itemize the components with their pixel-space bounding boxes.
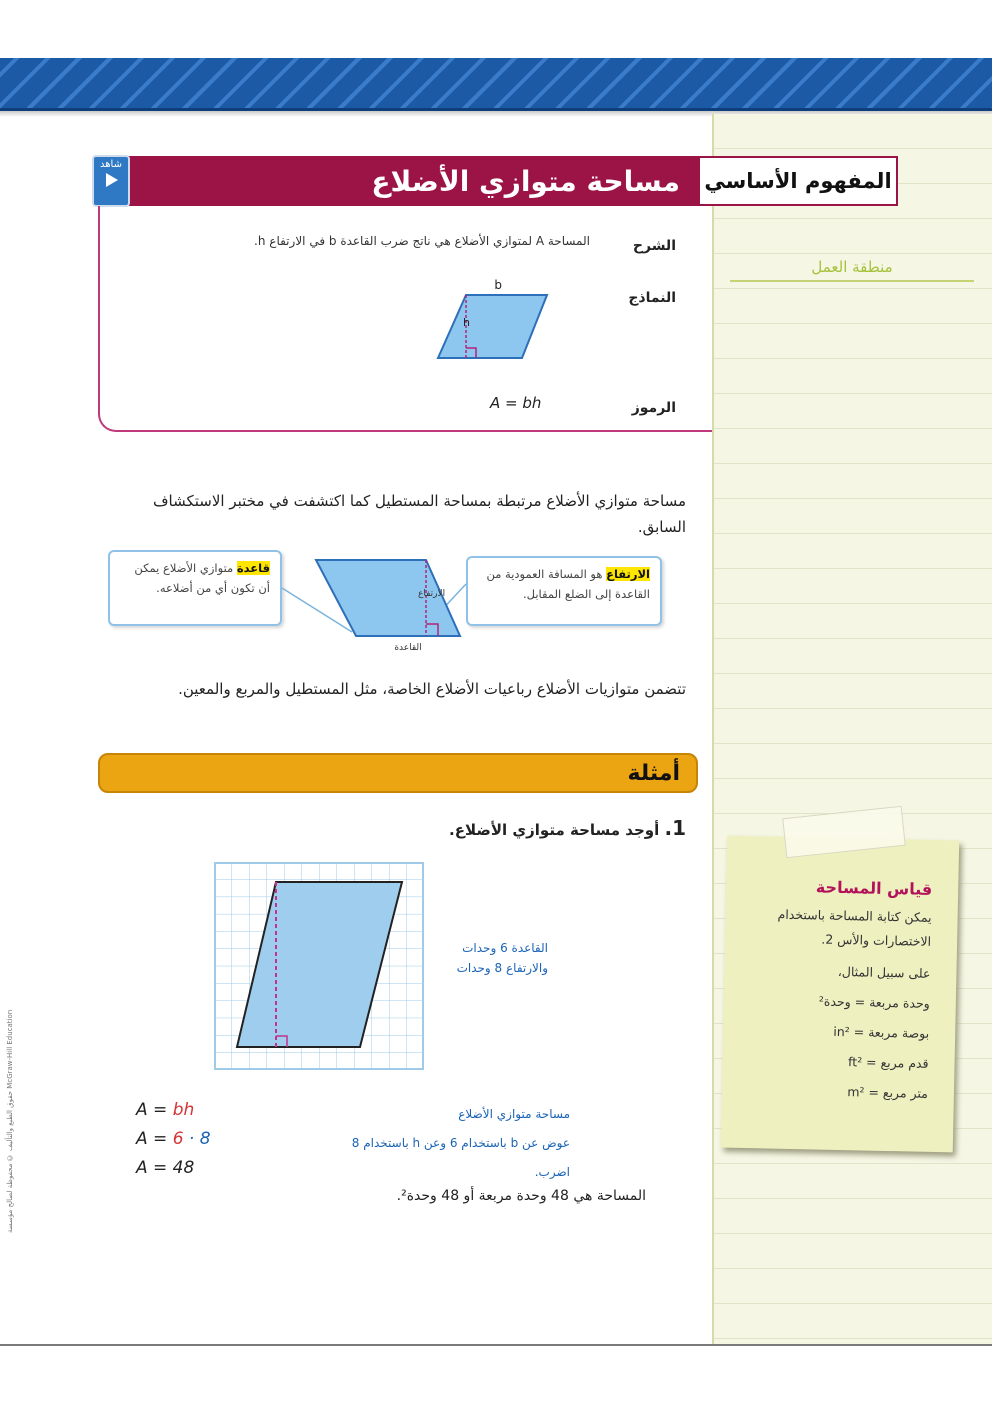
- step-3-note: اضرب.: [534, 1165, 570, 1179]
- watch-video-button[interactable]: [92, 155, 130, 207]
- example-number: 1.: [664, 816, 686, 840]
- step-3-math: A = 48: [136, 1158, 195, 1178]
- height-definition: هو المسافة العمودية من القاعدة إلى الضلع المقابل.: [486, 567, 650, 601]
- base-definition: متوازي الأضلاع يمكن أن تكون أي من أضلاعه.: [134, 561, 270, 595]
- model-base-letter: b: [494, 278, 502, 292]
- diagram-height-label: الارتفاع: [418, 589, 446, 599]
- sticky-note-title: قياس المساحة: [815, 877, 933, 899]
- intro-paragraph: مساحة متوازي الأضلاع مرتبطة بمساحة المستطيل كما اكتشفت في مختبر الاستكشاف السابق.: [152, 492, 686, 536]
- grid-note: [432, 938, 548, 978]
- special-quadrilaterals-sentence: تتضمن متوازيات الأضلاع رباعيات الأضلاع الخاصة، مثل المستطيل والمربع والمعين.: [178, 680, 686, 698]
- key-concept-title-bar: [118, 156, 708, 206]
- sticky-note-line-3: على سبيل المثال،: [837, 963, 931, 981]
- page-bottom-rule: [0, 1344, 992, 1346]
- solution-steps-notes: [260, 1100, 570, 1187]
- model-height-letter: h: [463, 316, 470, 329]
- work-zone-column: [712, 114, 992, 1346]
- key-concept-title: مساحة متوازي الأضلاع: [371, 164, 680, 198]
- step-2-note: عوض عن b باستخدام 6 وعن h باستخدام 8: [351, 1136, 570, 1150]
- sticky-unit-3: قدم مربع = ft²: [847, 1054, 929, 1071]
- work-zone-label: منطقة العمل: [730, 258, 974, 282]
- watch-label: شاهد: [100, 159, 122, 170]
- diagram-base-label: القاعدة: [394, 643, 422, 652]
- example-prompt-text: أوجد مساحة متوازي الأضلاع.: [449, 821, 660, 839]
- grid-note-base: القاعدة 6 وحدات: [462, 941, 548, 955]
- grid-note-height: والارتفاع 8 وحدات: [456, 961, 548, 975]
- parallelogram-diagram: [270, 552, 480, 652]
- sticky-note-line-1: يمكن كتابة المساحة باستخدام: [777, 906, 932, 925]
- example-1-prompt: [330, 816, 686, 840]
- play-icon: [101, 170, 121, 190]
- sticky-note-line-2: الاختصارات والأس 2.: [821, 931, 932, 949]
- examples-title: أمثلة: [627, 760, 680, 786]
- height-callout: [466, 556, 662, 626]
- example-conclusion: المساحة هي 48 وحدة مربعة أو 48 وحدة².: [396, 1188, 646, 1204]
- explanation-label: الشرح: [632, 238, 676, 254]
- sticky-unit-1: وحدة مربعة = وحدة²: [818, 993, 930, 1011]
- symbols-label: الرموز: [631, 400, 676, 416]
- examples-header: [98, 753, 698, 793]
- top-banner: [0, 58, 992, 111]
- step-2-math: A = 6 · 8: [136, 1129, 211, 1149]
- key-concept-tag: [700, 156, 898, 206]
- sticky-unit-2: بوصة مربعة = in²: [833, 1023, 930, 1041]
- base-term: قاعدة: [236, 561, 270, 575]
- grid-parallelogram: [214, 862, 424, 1070]
- models-label: النماذج: [628, 290, 676, 306]
- explanation-text: المساحة A لمتوازي الأضلاع هي ناتج ضرب القاعدة b في الارتفاع h.: [254, 234, 590, 248]
- base-callout: [108, 550, 282, 626]
- step-1-note: مساحة متوازي الأضلاع: [458, 1107, 570, 1121]
- parallelogram-model: [430, 278, 560, 368]
- key-concept-tag-text: المفهوم الأساسي: [704, 169, 892, 193]
- solution-steps-math: [136, 1096, 246, 1183]
- formula: A = bh: [490, 394, 542, 412]
- height-term: الارتفاع: [606, 567, 650, 581]
- step-1-math: A = bh: [136, 1100, 195, 1120]
- copyright-credit: McGraw-Hill Education حقوق الطبع والتأليف © محفوظة لصالح مؤسسة: [6, 1010, 14, 1234]
- sticky-unit-4: متر مربع = m²: [847, 1084, 929, 1101]
- sticky-note: [721, 836, 959, 1153]
